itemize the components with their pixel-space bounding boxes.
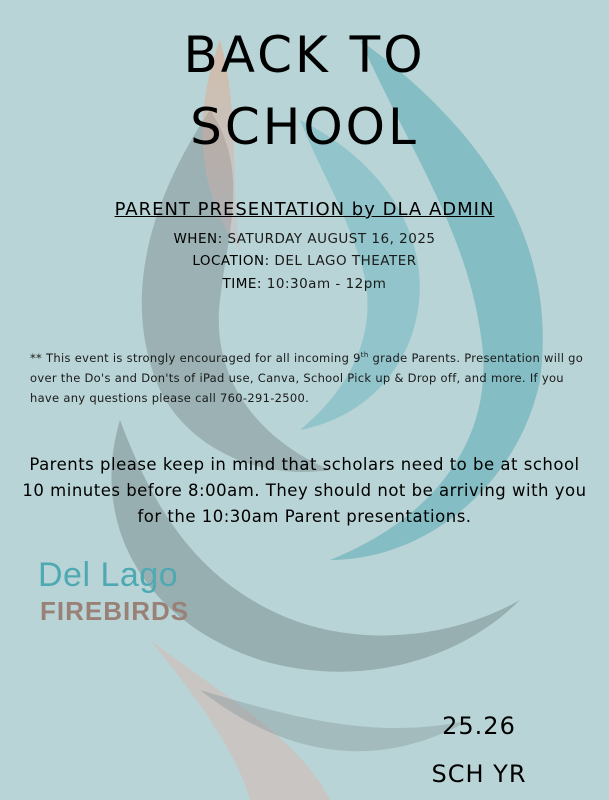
school-year: 25.26	[442, 712, 516, 740]
time-value: 10:30am - 12pm	[266, 276, 387, 292]
note-superscript: th	[360, 351, 369, 359]
location-line	[0, 253, 609, 269]
time-line	[0, 276, 609, 292]
note-part-2: grade Parents. Presentation will go over the Do's and Don'ts of iPad use, Canva, School Pick up & Drop off, and more. If you have any questions please call 760-291-2500.	[30, 350, 584, 405]
title-line-2: SCHOOL	[190, 98, 419, 156]
logo-del-lago: Del Lago	[38, 556, 179, 594]
school-year-label: SCH YR	[431, 760, 527, 788]
location-label: LOCATION:	[192, 253, 270, 269]
location-value: DEL LAGO THEATER	[274, 253, 417, 269]
time-label: TIME:	[222, 276, 262, 292]
parent-reminder: Parents please keep in mind that scholars need to be at school 10 minutes before 8:00am. They should not be arriving with you for the 10:30am Parent presentations.	[22, 455, 587, 526]
event-note	[30, 345, 586, 408]
when-value: SATURDAY AUGUST 16, 2025	[227, 231, 436, 247]
when-line	[0, 231, 609, 247]
note-part-1: ** This event is strongly encouraged for all incoming 9	[30, 350, 361, 365]
when-label: WHEN:	[173, 231, 223, 247]
title-line-1: BACK TO	[183, 26, 426, 84]
logo-firebirds: FIREBIRDS	[40, 596, 190, 626]
presentation-heading: PARENT PRESENTATION by DLA ADMIN	[114, 199, 495, 220]
